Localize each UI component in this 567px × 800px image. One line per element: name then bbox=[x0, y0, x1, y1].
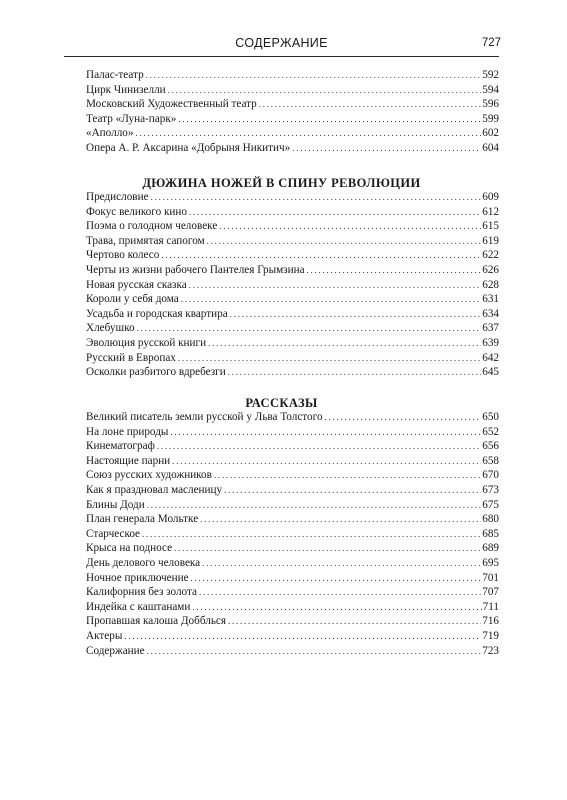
dot-leader bbox=[174, 541, 481, 556]
toc-entry-page: 626 bbox=[482, 263, 499, 276]
dot-leader bbox=[189, 205, 481, 220]
dot-leader bbox=[147, 644, 482, 659]
toc-entry bbox=[86, 112, 499, 127]
toc-entry bbox=[86, 219, 499, 234]
toc-entry-page: 628 bbox=[482, 278, 499, 291]
dot-leader bbox=[178, 351, 481, 366]
dot-leader bbox=[214, 468, 481, 483]
header-title: СОДЕРЖАНИЕ bbox=[235, 36, 328, 50]
toc-entry-page: 707 bbox=[482, 586, 499, 599]
dot-leader bbox=[207, 234, 482, 249]
toc-entry-title: Фокус великого кино bbox=[86, 205, 187, 218]
dot-leader bbox=[142, 527, 481, 542]
toc-part-2 bbox=[86, 190, 499, 380]
page-number: 727 bbox=[481, 37, 501, 49]
toc-entry-title: Как я праздновал масленицу bbox=[86, 483, 223, 496]
toc-entry-title: Новая русская сказка bbox=[86, 278, 187, 291]
dot-leader bbox=[170, 425, 481, 440]
toc-entry-title: День делового человека bbox=[86, 556, 201, 569]
toc-entry-page: 716 bbox=[482, 615, 499, 628]
toc-entry-page: 689 bbox=[482, 542, 499, 555]
toc-entry bbox=[86, 498, 499, 513]
toc-entry bbox=[86, 644, 499, 659]
dot-leader bbox=[200, 512, 481, 527]
toc-entry-title: Союз русских художников bbox=[86, 469, 212, 482]
toc-entry-page: 642 bbox=[482, 351, 499, 364]
toc-entry bbox=[86, 365, 499, 380]
toc-entry bbox=[86, 468, 499, 483]
dot-leader bbox=[219, 219, 481, 234]
toc-entry-page: 637 bbox=[482, 322, 499, 335]
toc-entry bbox=[86, 556, 499, 571]
toc-entry-page: 650 bbox=[482, 411, 499, 423]
toc-entry-page: 658 bbox=[482, 454, 499, 467]
dot-leader bbox=[172, 454, 481, 469]
toc-entry-page: 695 bbox=[482, 556, 499, 569]
toc-entry-page: 596 bbox=[482, 98, 499, 111]
toc-entry-title: Усадьба и городская квартира bbox=[86, 307, 228, 320]
toc-entry-title: Московский Художественный театр bbox=[86, 98, 257, 111]
dot-leader bbox=[178, 112, 481, 127]
dot-leader bbox=[208, 336, 481, 351]
toc-entry-page: 594 bbox=[482, 83, 499, 96]
toc-entry-page: 599 bbox=[482, 112, 499, 125]
toc-entry-page: 615 bbox=[482, 220, 499, 233]
toc-entry-page: 711 bbox=[482, 600, 499, 613]
toc-entry-title: Пропавшая калоша Добблься bbox=[86, 615, 227, 628]
toc-entry-title: Настоящие парни bbox=[86, 454, 171, 467]
toc-entry-title: Актеры bbox=[86, 629, 123, 642]
toc-entry-title: Короли у себя дома bbox=[86, 293, 179, 306]
toc-entry-page: 652 bbox=[482, 425, 499, 438]
toc-entry bbox=[86, 292, 499, 307]
toc-entry bbox=[86, 321, 499, 336]
section-title: РАССКАЗЫ bbox=[245, 396, 318, 410]
dot-leader bbox=[157, 439, 481, 454]
toc-entry-title: Кинематограф bbox=[86, 440, 155, 453]
toc-entry-page: 622 bbox=[482, 249, 499, 262]
toc-entry-page: 675 bbox=[482, 498, 499, 511]
dot-leader bbox=[192, 600, 481, 615]
dot-leader bbox=[135, 126, 481, 141]
toc-entry bbox=[86, 410, 499, 425]
toc-entry bbox=[86, 97, 499, 112]
toc-entry bbox=[86, 600, 499, 615]
toc-entry bbox=[86, 263, 499, 278]
dot-leader bbox=[161, 248, 481, 263]
dot-leader bbox=[191, 571, 482, 586]
toc-entry-page: 673 bbox=[482, 483, 499, 496]
dot-leader bbox=[224, 483, 481, 498]
toc-entry bbox=[86, 439, 499, 454]
toc-entry-title: Хлебушко bbox=[86, 322, 135, 335]
dot-leader bbox=[292, 141, 481, 156]
section-title: ДЮЖИНА НОЖЕЙ В СПИНУ РЕВОЛЮЦИИ bbox=[142, 176, 421, 190]
toc-entry-page: 634 bbox=[482, 307, 499, 320]
toc-entry bbox=[86, 248, 499, 263]
dot-leader bbox=[228, 614, 481, 629]
toc-entry-page: 719 bbox=[482, 629, 499, 642]
toc-entry bbox=[86, 278, 499, 293]
dot-leader bbox=[199, 585, 481, 600]
toc-entry-title: Трава, примятая сапогом bbox=[86, 234, 205, 247]
toc-entry-title: Калифорния без золота bbox=[86, 586, 197, 599]
toc-part-3 bbox=[86, 410, 499, 658]
toc-entry bbox=[86, 234, 499, 249]
toc-part-1 bbox=[86, 68, 499, 156]
toc-entry-page: 685 bbox=[482, 527, 499, 540]
toc-entry-title: Великий писатель земли русской у Льва Толстого bbox=[86, 411, 323, 423]
dot-leader bbox=[147, 498, 481, 513]
toc-entry-title: Крыса на подносе bbox=[86, 542, 173, 555]
toc-entry-title: «Аполло» bbox=[86, 127, 134, 140]
toc-entry-title: Театр «Луна-парк» bbox=[86, 112, 177, 125]
dot-leader bbox=[189, 278, 482, 293]
toc-entry bbox=[86, 629, 499, 644]
toc-entry-title: Палас-театр bbox=[86, 69, 144, 81]
toc-entry bbox=[86, 351, 499, 366]
toc-entry bbox=[86, 614, 499, 629]
toc-entry-page: 701 bbox=[482, 571, 499, 584]
toc-entry-title: Индейка с каштанами bbox=[86, 600, 191, 613]
toc-entry bbox=[86, 336, 499, 351]
toc-entry bbox=[86, 527, 499, 542]
toc-entry-page: 680 bbox=[482, 513, 499, 526]
dot-leader bbox=[168, 83, 482, 98]
toc-entry-page: 602 bbox=[482, 127, 499, 140]
toc-entry-title: Предисловие bbox=[86, 191, 149, 203]
toc-entry-title: Цирк Чинизелли bbox=[86, 83, 166, 96]
toc-entry-title: Старческое bbox=[86, 527, 141, 540]
toc-entry bbox=[86, 307, 499, 322]
toc-entry-page: 645 bbox=[482, 366, 499, 379]
dot-leader bbox=[137, 321, 482, 336]
toc-entry bbox=[86, 454, 499, 469]
toc-entry bbox=[86, 512, 499, 527]
toc-entry-title: Черты из жизни рабочего Пантелея Грымзина bbox=[86, 263, 305, 276]
toc-entry-title: Опера А. Р. Аксарина «Добрыня Никитич» bbox=[86, 141, 291, 154]
dot-leader bbox=[230, 307, 482, 322]
toc-entry-page: 670 bbox=[482, 469, 499, 482]
toc-entry bbox=[86, 83, 499, 98]
toc-entry-page: 592 bbox=[482, 69, 499, 81]
toc-entry-title: Блины Доди bbox=[86, 498, 145, 511]
toc-entry bbox=[86, 141, 499, 156]
dot-leader bbox=[146, 68, 482, 83]
dot-leader bbox=[228, 365, 481, 380]
toc-entry-page: 609 bbox=[482, 191, 499, 203]
toc-entry bbox=[86, 541, 499, 556]
toc-entry-title: Осколки разбитого вдребезги bbox=[86, 366, 226, 379]
toc-entry-title: Ночное приключение bbox=[86, 571, 189, 584]
toc-entry bbox=[86, 126, 499, 141]
dot-leader bbox=[259, 97, 481, 112]
toc-entry bbox=[86, 571, 499, 586]
toc-entry-page: 639 bbox=[482, 336, 499, 349]
toc-entry-page: 604 bbox=[482, 141, 499, 154]
toc-entry-title: Чертово колесо bbox=[86, 249, 160, 262]
toc-entry-title: Русский в Европах bbox=[86, 351, 176, 364]
dot-leader bbox=[124, 629, 481, 644]
toc-entry-title: Поэма о голодном человеке bbox=[86, 220, 218, 233]
toc-entry-title: Эволюция русской книги bbox=[86, 336, 207, 349]
toc-entry bbox=[86, 190, 499, 205]
toc-entry-title: План генерала Мольтке bbox=[86, 513, 199, 526]
running-header bbox=[64, 34, 499, 57]
toc-entry-page: 656 bbox=[482, 440, 499, 453]
dot-leader bbox=[307, 263, 482, 278]
toc-entry-title: Содержание bbox=[86, 644, 145, 657]
dot-leader bbox=[202, 556, 481, 571]
toc-entry bbox=[86, 483, 499, 498]
toc-entry bbox=[86, 425, 499, 440]
toc-entry bbox=[86, 585, 499, 600]
toc-entry bbox=[86, 68, 499, 83]
toc-entry-title: На лоне природы bbox=[86, 425, 169, 438]
toc-entry-page: 619 bbox=[482, 234, 499, 247]
dot-leader bbox=[325, 410, 482, 425]
toc-entry-page: 723 bbox=[482, 644, 499, 657]
toc-entry-page: 612 bbox=[482, 205, 499, 218]
dot-leader bbox=[151, 190, 482, 205]
toc-entry bbox=[86, 205, 499, 220]
dot-leader bbox=[181, 292, 481, 307]
toc-entry-page: 631 bbox=[482, 293, 499, 306]
